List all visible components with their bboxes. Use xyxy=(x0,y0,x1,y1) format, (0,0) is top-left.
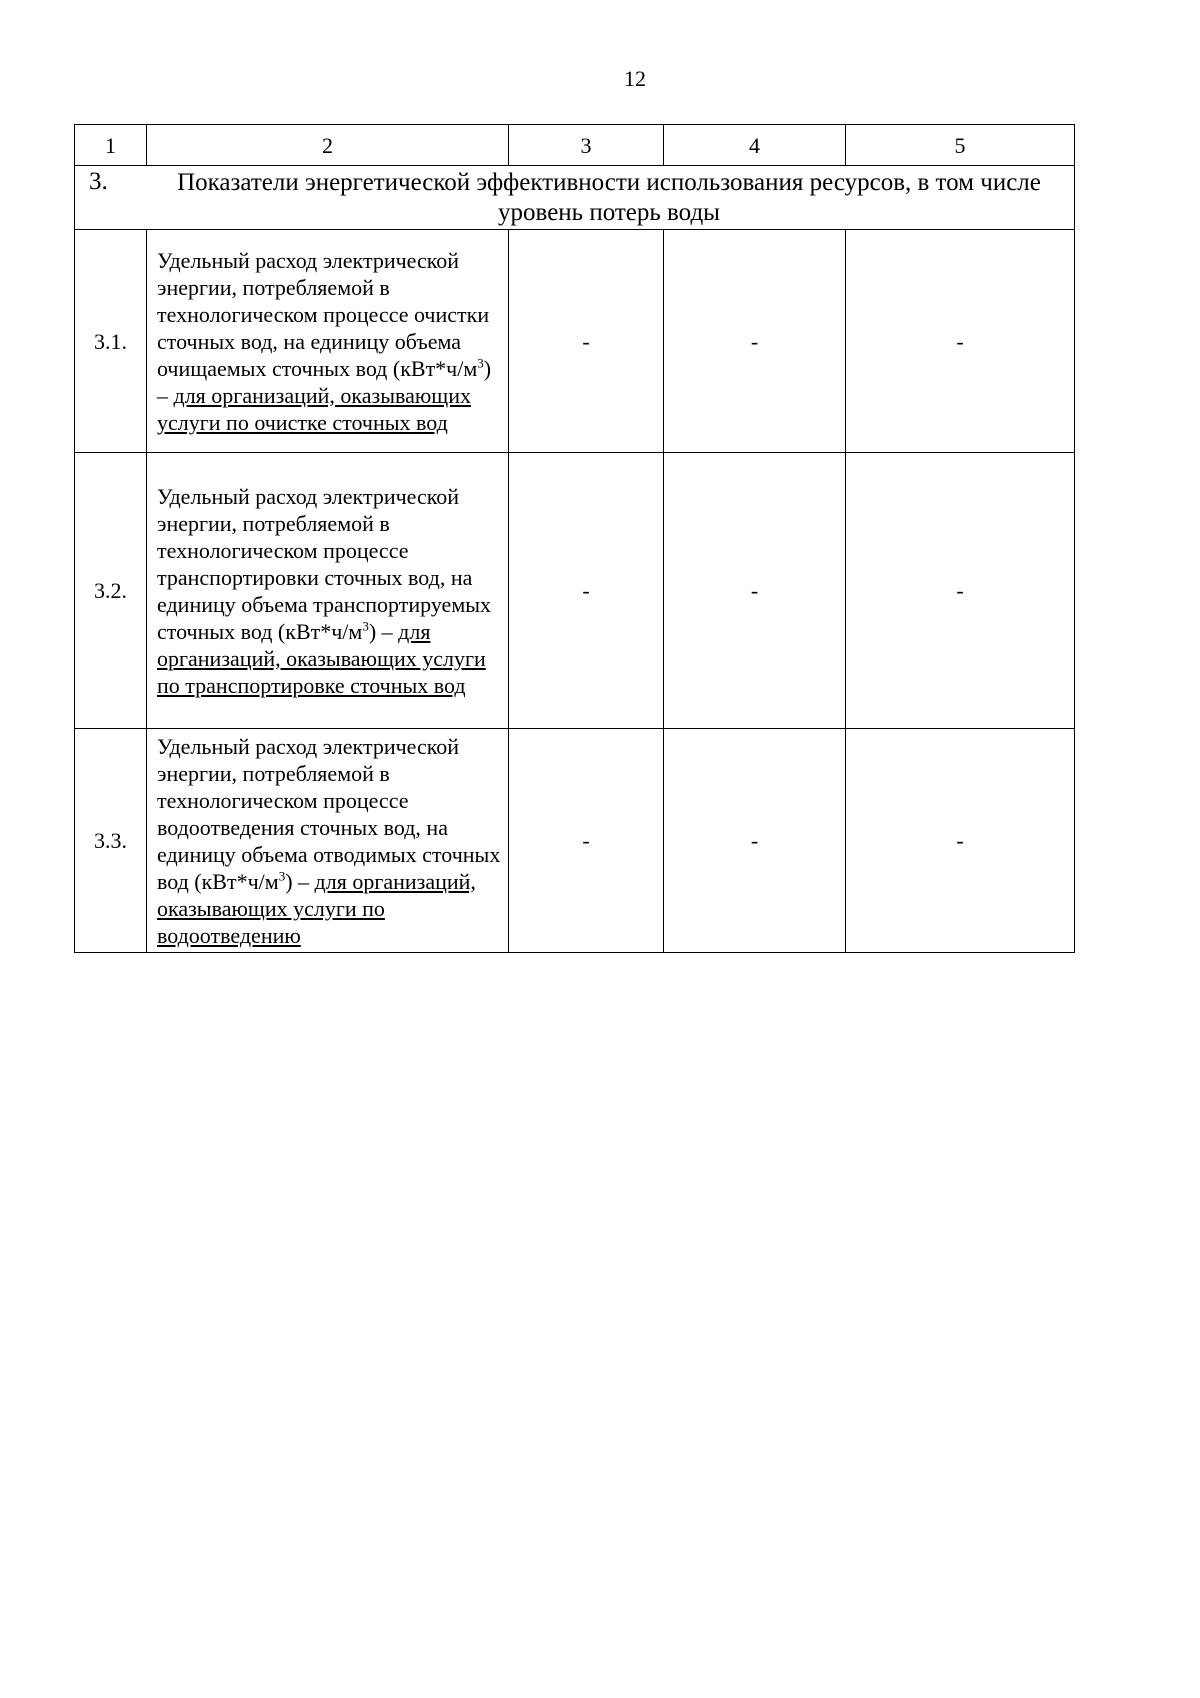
row-description-underlined: для организаций, оказывающих услуги по транспортировке сточных вод xyxy=(157,618,486,698)
row-description-after: ) – xyxy=(368,618,399,644)
row-description-sup: 3 xyxy=(477,355,484,371)
row-number: 3.2. xyxy=(75,453,147,729)
row-col4: - xyxy=(664,230,846,453)
table-row xyxy=(75,729,1075,953)
row-description-text: Удельный расход электрической энергии, потребляемой в технологическом процессе транспортировки сточных вод, на единицу объема транспортируемых сточных вод (кВт*ч/м xyxy=(157,483,492,644)
row-description xyxy=(147,230,509,453)
table-row xyxy=(75,453,1075,729)
header-cell-3: 3 xyxy=(509,125,664,166)
header-cell-4: 4 xyxy=(664,125,846,166)
row-number: 3.1. xyxy=(75,230,147,453)
indicators-table xyxy=(74,124,1075,953)
table-row xyxy=(75,230,1075,453)
row-description-after: ) – xyxy=(285,868,315,894)
row-col3: - xyxy=(509,453,664,729)
header-row xyxy=(75,125,1075,166)
header-cell-2: 2 xyxy=(147,125,509,166)
row-col3: - xyxy=(509,230,664,453)
row-description xyxy=(147,729,509,953)
page-number: 12 xyxy=(624,66,646,91)
section-title: Показатели энергетической эффективности использования ресурсов, в том числе уровень потерь воды xyxy=(177,168,1041,226)
header-cell-1: 1 xyxy=(75,125,147,166)
row-description-sup: 3 xyxy=(362,618,369,634)
row-description-underlined: для организаций, оказывающих услуги по водоотведению xyxy=(157,868,476,948)
row-col4: - xyxy=(664,729,846,953)
section-row xyxy=(75,166,1075,230)
row-description-text: Удельный расход электрической энергии, потребляемой в технологическом процессе водоотведения сточных вод, на единицу объема отводимых сточных вод (кВт*ч/м xyxy=(157,733,501,894)
row-col5: - xyxy=(846,453,1075,729)
row-col5: - xyxy=(846,729,1075,953)
header-cell-5: 5 xyxy=(846,125,1075,166)
section-number: 3. xyxy=(89,167,108,195)
row-col3: - xyxy=(509,729,664,953)
row-description-after: ) – xyxy=(157,355,492,408)
section-cell xyxy=(75,166,1075,230)
row-description-text: Удельный расход электрической энергии, потребляемой в технологическом процессе очистки сточных вод, на единицу объема очищаемых сточных вод (кВт*ч/м xyxy=(157,247,490,381)
row-description-sup: 3 xyxy=(278,868,286,884)
row-col5: - xyxy=(846,230,1075,453)
row-col4: - xyxy=(664,453,846,729)
row-number: 3.3. xyxy=(75,729,147,953)
row-description-underlined: для организаций, оказывающих услуги по очистке сточных вод xyxy=(157,382,472,435)
row-description xyxy=(147,453,509,729)
